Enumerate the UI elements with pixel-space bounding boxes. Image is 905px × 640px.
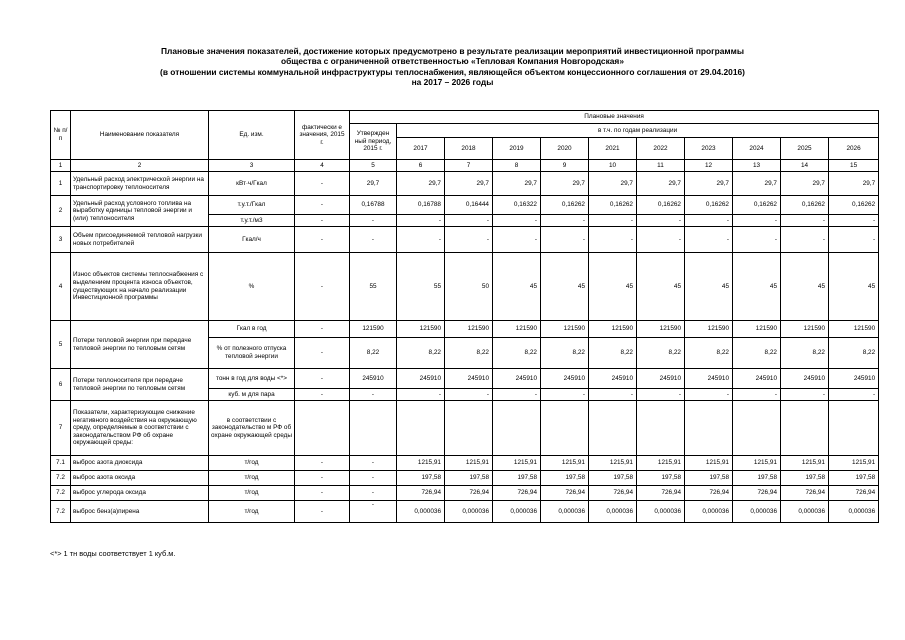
unit-cell: в соответствии с законодательство м РФ об охране окружающей среды — [209, 401, 295, 456]
header-name: Наименование показателя — [71, 111, 209, 160]
year-value: 45 — [637, 253, 685, 321]
year-value: 45 — [541, 253, 589, 321]
row-number: 7.2 — [51, 501, 71, 523]
year-value: 245910 — [445, 369, 493, 389]
actual-value: - — [295, 321, 350, 338]
year-header: 2017 — [397, 138, 445, 160]
year-value: - — [493, 215, 541, 227]
unit-cell: т/год — [209, 471, 295, 486]
year-value: 29,7 — [733, 172, 781, 196]
year-value: - — [637, 227, 685, 253]
year-value: 121590 — [445, 321, 493, 338]
year-value: 8,22 — [781, 338, 829, 369]
year-value: - — [493, 389, 541, 401]
year-value: 0,000036 — [685, 501, 733, 523]
year-value: - — [397, 389, 445, 401]
year-value: 245910 — [397, 369, 445, 389]
header-planned: Плановые значения — [350, 111, 879, 124]
title-line-2: общества с ограниченной ответственностью «Тепловая Компания Новгородская» — [281, 56, 624, 67]
year-value: 197,58 — [589, 471, 637, 486]
year-value: 197,58 — [637, 471, 685, 486]
actual-value: - — [295, 338, 350, 369]
approved-value: 8,22 — [350, 338, 397, 369]
approved-value: - — [350, 486, 397, 501]
document-title — [0, 46, 905, 88]
year-value: 45 — [733, 253, 781, 321]
year-value: 29,7 — [589, 172, 637, 196]
year-value: 0,16262 — [781, 196, 829, 215]
actual-value: - — [295, 471, 350, 486]
year-value — [733, 401, 781, 456]
actual-value: - — [295, 369, 350, 389]
year-value: 726,94 — [733, 486, 781, 501]
table-row — [51, 321, 879, 338]
year-value: 8,22 — [493, 338, 541, 369]
year-value: 1215,91 — [397, 456, 445, 471]
year-value: - — [541, 389, 589, 401]
indicators-table — [50, 110, 879, 523]
year-value: 0,16262 — [637, 196, 685, 215]
actual-value: - — [295, 389, 350, 401]
year-value: 121590 — [637, 321, 685, 338]
year-header: 2020 — [541, 138, 589, 160]
unit-cell: Гкал в год — [209, 321, 295, 338]
title-line-4: на 2017 – 2026 годы — [411, 77, 494, 88]
year-value: 0,000036 — [493, 501, 541, 523]
year-value: 1215,91 — [685, 456, 733, 471]
year-value: - — [589, 389, 637, 401]
indicator-name: Удельный расход электрической энергии на транспортировку теплоносителя — [71, 172, 209, 196]
actual-value: - — [295, 227, 350, 253]
year-value: 0,000036 — [589, 501, 637, 523]
column-number: 10 — [589, 160, 637, 172]
year-header: 2026 — [829, 138, 879, 160]
year-value: 0,16262 — [589, 196, 637, 215]
approved-value: - — [350, 501, 397, 523]
table-row — [51, 471, 879, 486]
year-value: - — [445, 215, 493, 227]
actual-value: - — [295, 196, 350, 215]
year-header: 2019 — [493, 138, 541, 160]
year-value: 197,58 — [685, 471, 733, 486]
year-header: 2025 — [781, 138, 829, 160]
unit-cell: т/год — [209, 501, 295, 523]
actual-value — [295, 401, 350, 456]
year-value: - — [733, 389, 781, 401]
year-value: 726,94 — [781, 486, 829, 501]
year-value: - — [397, 227, 445, 253]
year-value: - — [781, 215, 829, 227]
year-value: - — [685, 389, 733, 401]
year-value: - — [541, 215, 589, 227]
year-value: - — [397, 215, 445, 227]
year-value: - — [685, 227, 733, 253]
year-value: 29,7 — [781, 172, 829, 196]
unit-cell: % — [209, 253, 295, 321]
row-number: 4 — [51, 253, 71, 321]
year-value: 1215,91 — [445, 456, 493, 471]
column-number: 2 — [71, 160, 209, 172]
table-row — [51, 253, 879, 321]
year-value: 245910 — [781, 369, 829, 389]
year-value: 0,000036 — [829, 501, 879, 523]
column-number: 11 — [637, 160, 685, 172]
year-value: - — [589, 227, 637, 253]
column-number: 14 — [781, 160, 829, 172]
year-value: 121590 — [685, 321, 733, 338]
row-number: 2 — [51, 196, 71, 227]
unit-cell: т.у.т./м3 — [209, 215, 295, 227]
year-value — [685, 401, 733, 456]
year-value — [781, 401, 829, 456]
year-value — [829, 401, 879, 456]
year-value: - — [829, 215, 879, 227]
actual-value: - — [295, 215, 350, 227]
actual-value: - — [295, 486, 350, 501]
column-number: 8 — [493, 160, 541, 172]
year-value: 0,16322 — [493, 196, 541, 215]
year-value — [493, 401, 541, 456]
table-row — [51, 501, 879, 523]
column-number: 13 — [733, 160, 781, 172]
year-value: 29,7 — [637, 172, 685, 196]
year-value: 726,94 — [685, 486, 733, 501]
indicator-name: Удельный расход условного топлива на выработку единицы тепловой энергии и (или) теплоносителя — [71, 196, 209, 227]
indicator-name: выброс азота диоксида — [71, 456, 209, 471]
year-value: 29,7 — [445, 172, 493, 196]
header-unit: Ед. изм. — [209, 111, 295, 160]
approved-value: - — [350, 227, 397, 253]
year-value: 726,94 — [397, 486, 445, 501]
year-value: 121590 — [397, 321, 445, 338]
footnote: <*> 1 тн воды соответствует 1 куб.м. — [50, 549, 176, 558]
year-value: 726,94 — [493, 486, 541, 501]
year-header: 2024 — [733, 138, 781, 160]
actual-value: - — [295, 253, 350, 321]
year-value: - — [733, 215, 781, 227]
column-number: 9 — [541, 160, 589, 172]
year-value: 0,000036 — [541, 501, 589, 523]
actual-value: - — [295, 456, 350, 471]
year-value: 0,000036 — [781, 501, 829, 523]
year-value: 0,000036 — [733, 501, 781, 523]
unit-cell: кВт·ч/Гкал — [209, 172, 295, 196]
column-number: 3 — [209, 160, 295, 172]
year-value: 121590 — [829, 321, 879, 338]
indicator-name: Потери теплоносителя при передаче тепловой энергии по тепловым сетям — [71, 369, 209, 401]
unit-cell: Гкал/ч — [209, 227, 295, 253]
year-value: 245910 — [541, 369, 589, 389]
year-value: 1215,91 — [781, 456, 829, 471]
year-value: 245910 — [493, 369, 541, 389]
year-value: 121590 — [781, 321, 829, 338]
year-value: 245910 — [685, 369, 733, 389]
year-header: 2021 — [589, 138, 637, 160]
year-value: 8,22 — [445, 338, 493, 369]
approved-value: - — [350, 215, 397, 227]
table-row — [51, 172, 879, 196]
year-value: 45 — [781, 253, 829, 321]
year-value: 8,22 — [397, 338, 445, 369]
year-value: 0,16262 — [685, 196, 733, 215]
year-value: 45 — [493, 253, 541, 321]
approved-value: 29,7 — [350, 172, 397, 196]
year-value: 0,16262 — [541, 196, 589, 215]
year-value: - — [493, 227, 541, 253]
table-row — [51, 486, 879, 501]
year-value: - — [829, 389, 879, 401]
row-number: 5 — [51, 321, 71, 369]
row-number: 3 — [51, 227, 71, 253]
title-line-3: (в отношении системы коммунальной инфраструктуры теплоснабжения, являющейся объектом концессионного соглашения от 29.04.2016) — [160, 66, 745, 77]
approved-value: 245910 — [350, 369, 397, 389]
year-value — [397, 401, 445, 456]
title-line-1: Плановые значения показателей, достижение которых предусмотрено в результате реализации мероприятий инвестиционной программы — [161, 46, 744, 56]
year-value: 55 — [397, 253, 445, 321]
column-number: 5 — [350, 160, 397, 172]
year-value: 45 — [589, 253, 637, 321]
year-value: 45 — [685, 253, 733, 321]
unit-cell: т.у.т./Гкал — [209, 196, 295, 215]
year-header: 2023 — [685, 138, 733, 160]
year-value: 8,22 — [637, 338, 685, 369]
year-value: 1215,91 — [493, 456, 541, 471]
year-value: 45 — [829, 253, 879, 321]
column-number: 7 — [445, 160, 493, 172]
year-value — [541, 401, 589, 456]
column-number: 15 — [829, 160, 879, 172]
unit-cell: % от полезного отпуска тепловой энергии — [209, 338, 295, 369]
column-number: 6 — [397, 160, 445, 172]
approved-value: 55 — [350, 253, 397, 321]
year-value: 29,7 — [541, 172, 589, 196]
row-number: 6 — [51, 369, 71, 401]
year-header: 2018 — [445, 138, 493, 160]
table-row — [51, 196, 879, 215]
year-value: 197,58 — [397, 471, 445, 486]
year-value: - — [445, 227, 493, 253]
table-row — [51, 401, 879, 456]
year-value: 29,7 — [829, 172, 879, 196]
year-value: 1215,91 — [829, 456, 879, 471]
unit-cell: куб. м для пара — [209, 389, 295, 401]
year-value: 726,94 — [589, 486, 637, 501]
year-value — [589, 401, 637, 456]
indicator-name: Потери тепловой энергии при передаче тепловой энергии по тепловым сетям — [71, 321, 209, 369]
year-value: 121590 — [493, 321, 541, 338]
year-value: - — [637, 389, 685, 401]
year-value: - — [541, 227, 589, 253]
year-value: 8,22 — [685, 338, 733, 369]
year-value: 121590 — [541, 321, 589, 338]
year-value: - — [781, 227, 829, 253]
year-value: 121590 — [733, 321, 781, 338]
indicator-name: Показатели, характеризующие снижение негативного воздействия на окружающую среду, определяемые в соответствии с законодательством РФ об охране окружающей среды: — [71, 401, 209, 456]
year-value: 29,7 — [493, 172, 541, 196]
year-value: 0,16262 — [733, 196, 781, 215]
approved-value: - — [350, 389, 397, 401]
year-value: - — [781, 389, 829, 401]
actual-value: - — [295, 501, 350, 523]
column-number: 12 — [685, 160, 733, 172]
row-number: 1 — [51, 172, 71, 196]
approved-value: 121590 — [350, 321, 397, 338]
indicator-name: выброс бенз(а)пирена — [71, 501, 209, 523]
year-header: 2022 — [637, 138, 685, 160]
unit-cell: т/год — [209, 486, 295, 501]
header-num: № п/п — [51, 111, 71, 160]
year-value: 8,22 — [829, 338, 879, 369]
row-number: 7.1 — [51, 456, 71, 471]
indicator-name: выброс углерода оксида — [71, 486, 209, 501]
indicator-name: Объем присоединяемой тепловой нагрузки новых потребителей — [71, 227, 209, 253]
indicator-name: выброс азота оксида — [71, 471, 209, 486]
year-value: 197,58 — [445, 471, 493, 486]
year-value: 197,58 — [541, 471, 589, 486]
year-value: 726,94 — [445, 486, 493, 501]
year-value: 726,94 — [541, 486, 589, 501]
approved-value: - — [350, 471, 397, 486]
year-value: 0,000036 — [637, 501, 685, 523]
header-by-years: в т.ч. по годам реализации — [397, 124, 879, 138]
approved-value — [350, 401, 397, 456]
year-value — [637, 401, 685, 456]
year-value: 0,16444 — [445, 196, 493, 215]
year-value: - — [445, 389, 493, 401]
year-value: 245910 — [733, 369, 781, 389]
row-number: 7.2 — [51, 486, 71, 501]
row-number: 7.2 — [51, 471, 71, 486]
approved-value: - — [350, 456, 397, 471]
year-value — [445, 401, 493, 456]
unit-cell: тонн в год для воды <*> — [209, 369, 295, 389]
year-value: 50 — [445, 253, 493, 321]
actual-value: - — [295, 172, 350, 196]
year-value: - — [637, 215, 685, 227]
year-value: 1215,91 — [733, 456, 781, 471]
year-value: 245910 — [637, 369, 685, 389]
column-number: 4 — [295, 160, 350, 172]
indicator-name: Износ объектов системы теплоснабжения с выделением процента износа объектов, существующих на начало реализации Инвестиционной программы — [71, 253, 209, 321]
row-number: 7 — [51, 401, 71, 456]
year-value: 0,000036 — [397, 501, 445, 523]
year-value: 197,58 — [733, 471, 781, 486]
year-value: 726,94 — [829, 486, 879, 501]
column-number: 1 — [51, 160, 71, 172]
year-value: 1215,91 — [589, 456, 637, 471]
year-value: - — [733, 227, 781, 253]
year-value: 0,16262 — [829, 196, 879, 215]
table-row — [51, 369, 879, 389]
year-value: 1215,91 — [541, 456, 589, 471]
year-value: 197,58 — [493, 471, 541, 486]
header-approved: Утвержден ный период, 2015 г. — [350, 124, 397, 160]
year-value: 29,7 — [397, 172, 445, 196]
year-value: 0,16788 — [397, 196, 445, 215]
year-value: 197,58 — [829, 471, 879, 486]
year-value: - — [829, 227, 879, 253]
year-value: - — [589, 215, 637, 227]
year-value: 121590 — [589, 321, 637, 338]
unit-cell: т/год — [209, 456, 295, 471]
year-value: 1215,91 — [637, 456, 685, 471]
table-row — [51, 227, 879, 253]
header-actual: фактически е значения, 2015 г. — [295, 111, 350, 160]
year-value: 8,22 — [589, 338, 637, 369]
year-value: 245910 — [829, 369, 879, 389]
year-value: 8,22 — [541, 338, 589, 369]
year-value: 8,22 — [733, 338, 781, 369]
year-value: 726,94 — [637, 486, 685, 501]
year-value: 29,7 — [685, 172, 733, 196]
year-value: 0,000036 — [445, 501, 493, 523]
year-value: 245910 — [589, 369, 637, 389]
year-value: 197,58 — [781, 471, 829, 486]
approved-value: 0,16788 — [350, 196, 397, 215]
year-value: - — [685, 215, 733, 227]
table-row — [51, 456, 879, 471]
